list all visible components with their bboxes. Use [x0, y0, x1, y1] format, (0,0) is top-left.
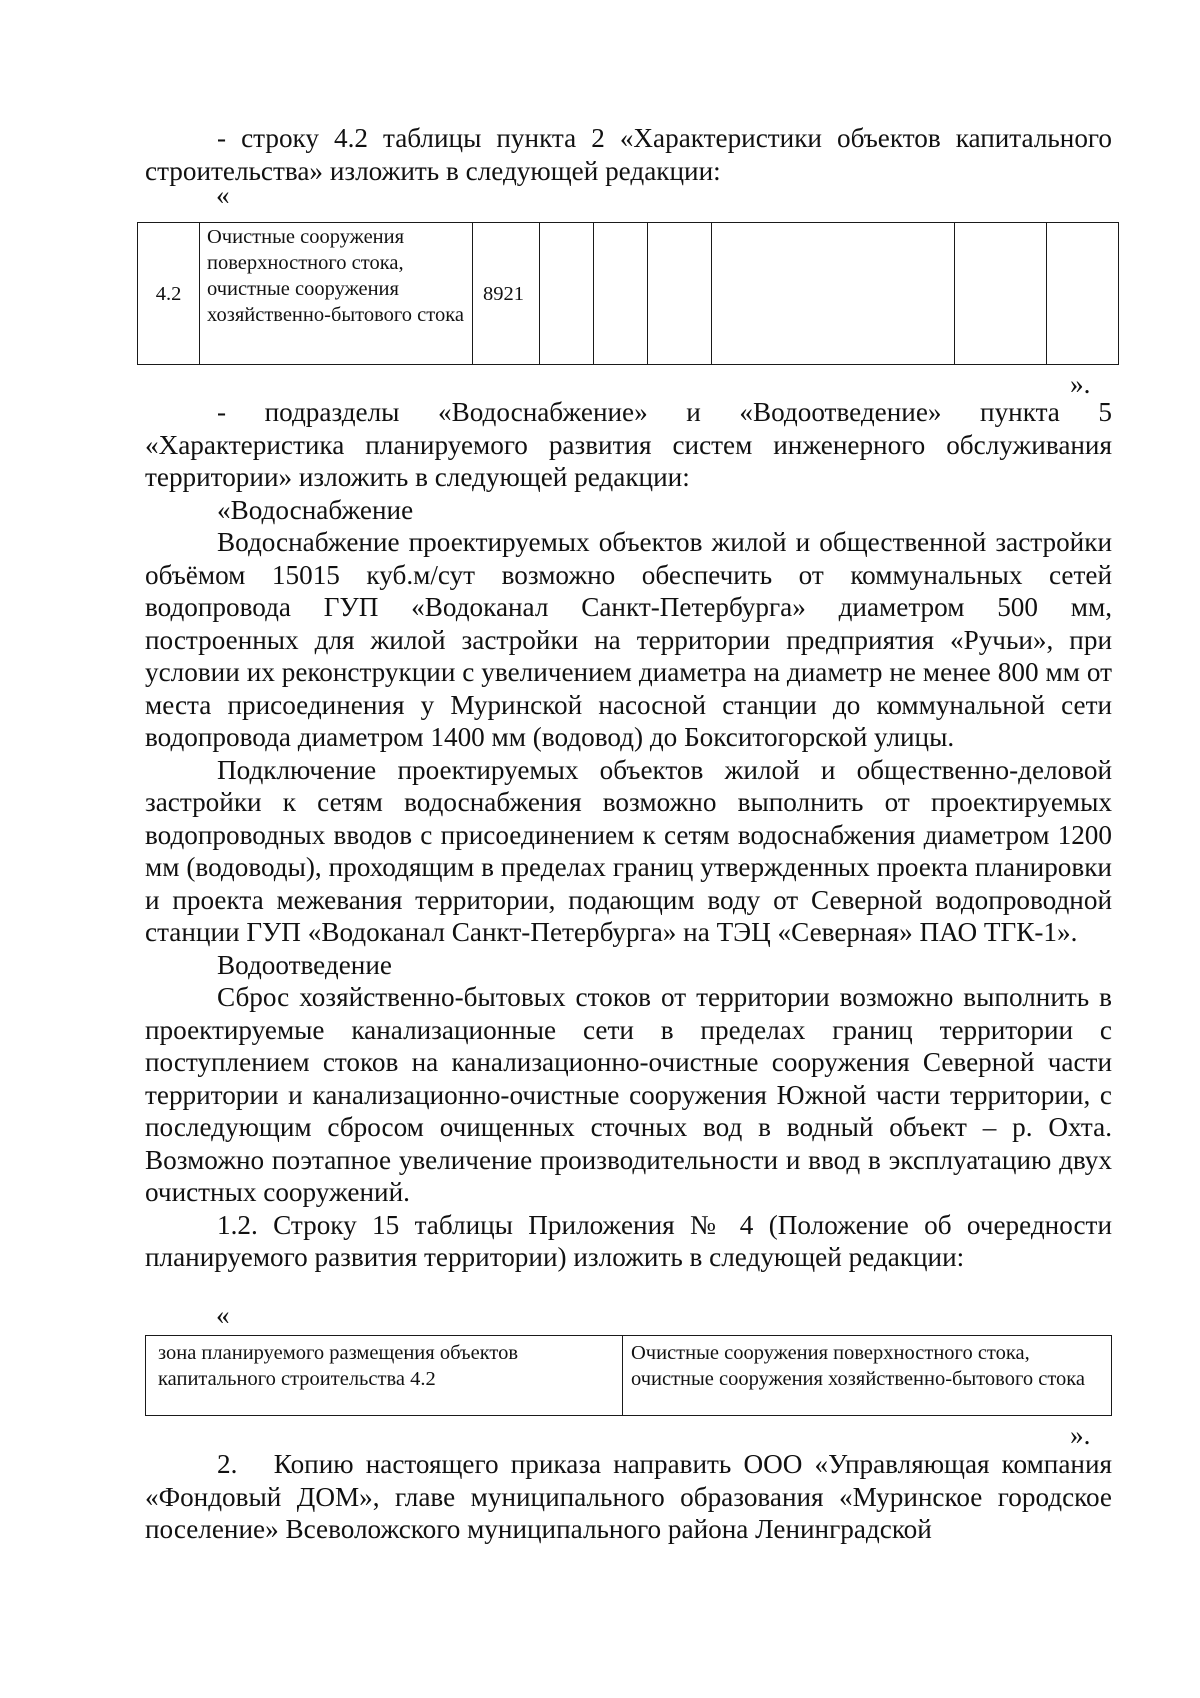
- intro-block: [145, 122, 1112, 187]
- empty-cell: [1047, 223, 1119, 365]
- intro-paragraph: - строку 4.2 таблицы пункта 2 «Характеристики объектов капитального строительства» изложить в следующей редакции:: [145, 123, 1112, 186]
- item-1-2-paragraph: 1.2. Строку 15 таблицы Приложения № 4 (Положение об очередности планируемого развития территории) изложить в следующей редакции:: [145, 1209, 1112, 1272]
- water-supply-paragraph-2: Подключение проектируемых объектов жилой и общественно-деловой застройки к сетям водоснабжения возможно выполнить от проектируемых водопроводных вводов с присоединением к сетям водоснабжения диаметром 1200 мм (водоводы), проходящим в пределах границ утвержденных проекта планировки и проекта межевания территории, подающим воду от Северной водопроводной станции ГУП «Водоканал Санкт-Петербурга» на ТЭЦ «Северная» ПАО ТГК-1».: [145, 754, 1112, 947]
- value-cell: 8921: [473, 223, 540, 365]
- table2-open-quote: «: [216, 1300, 230, 1330]
- table1-close-quote: ».: [1070, 369, 1091, 399]
- subsections-paragraph: - подразделы «Водоснабжение» и «Водоотведение» пункта 5 «Характеристика планируемого развития систем инженерного обслуживания территории» изложить в следующей редакции:: [145, 397, 1112, 492]
- empty-cell: [648, 223, 712, 365]
- table-row-15: [145, 1335, 1112, 1416]
- table-4-2: [137, 222, 1119, 365]
- table2-close-quote: ».: [1070, 1420, 1091, 1450]
- empty-cell: [955, 223, 1047, 365]
- drainage-paragraph: Сброс хозяйственно-бытовых стоков от территории возможно выполнить в проектируемые канализационные сети в пределах границ территории с поступлением стоков на канализационно-очистные сооружения Северной части территории и канализационно-очистные сооружения Южной части территории, с последующим сбросом очищенных сточных вод в водный объект – р. Охта. Возможно поэтапное увеличение производительности и ввод в эксплуатацию двух очистных сооружений.: [145, 982, 1112, 1207]
- drainage-heading: Водоотведение: [217, 949, 392, 980]
- water-supply-heading: «Водоснабжение: [217, 494, 414, 525]
- zone-cell: зона планируемого размещения объектов капитального строительства 4.2: [146, 1336, 623, 1416]
- empty-cell: [540, 223, 594, 365]
- water-supply-paragraph-1: Водоснабжение проектируемых объектов жилой и общественной застройки объёмом 15015 куб.м/сут возможно обеспечить от коммунальных сетей водопровода ГУП «Водоканал Санкт-Петербурга» диаметром 500 мм, построенных для жилой застройки на территории предприятия «Ручьи», при условии их реконструкции с увеличением диаметра на диаметр не менее 800 мм от места присоединения у Муринской насосной станции до коммунальной сети водопровода диаметром 1400 мм (водовод) до Бокситогорской улицы.: [145, 527, 1112, 752]
- section-2-block: [145, 396, 1112, 1274]
- object-name-cell: Очистные сооружения поверхностного стока, очистные сооружения хозяйственно-бытового стока: [200, 223, 473, 365]
- table1-open-quote: «: [216, 180, 230, 210]
- row-number-cell: 4.2: [138, 223, 200, 365]
- item-2-paragraph: 2. Копию настоящего приказа направить ООО «Управляющая компания «Фондовый ДОМ», главе муниципального образования «Муринское городское поселение» Всеволожского муниципального района Ленинградской: [145, 1449, 1119, 1544]
- empty-cell: [712, 223, 955, 365]
- table-row: [138, 223, 1119, 365]
- facilities-cell: Очистные сооружения поверхностного стока, очистные сооружения хозяйственно-бытового стока: [623, 1336, 1112, 1416]
- table-row: [146, 1336, 1112, 1416]
- empty-cell: [594, 223, 648, 365]
- section-4-block: [145, 1448, 1119, 1546]
